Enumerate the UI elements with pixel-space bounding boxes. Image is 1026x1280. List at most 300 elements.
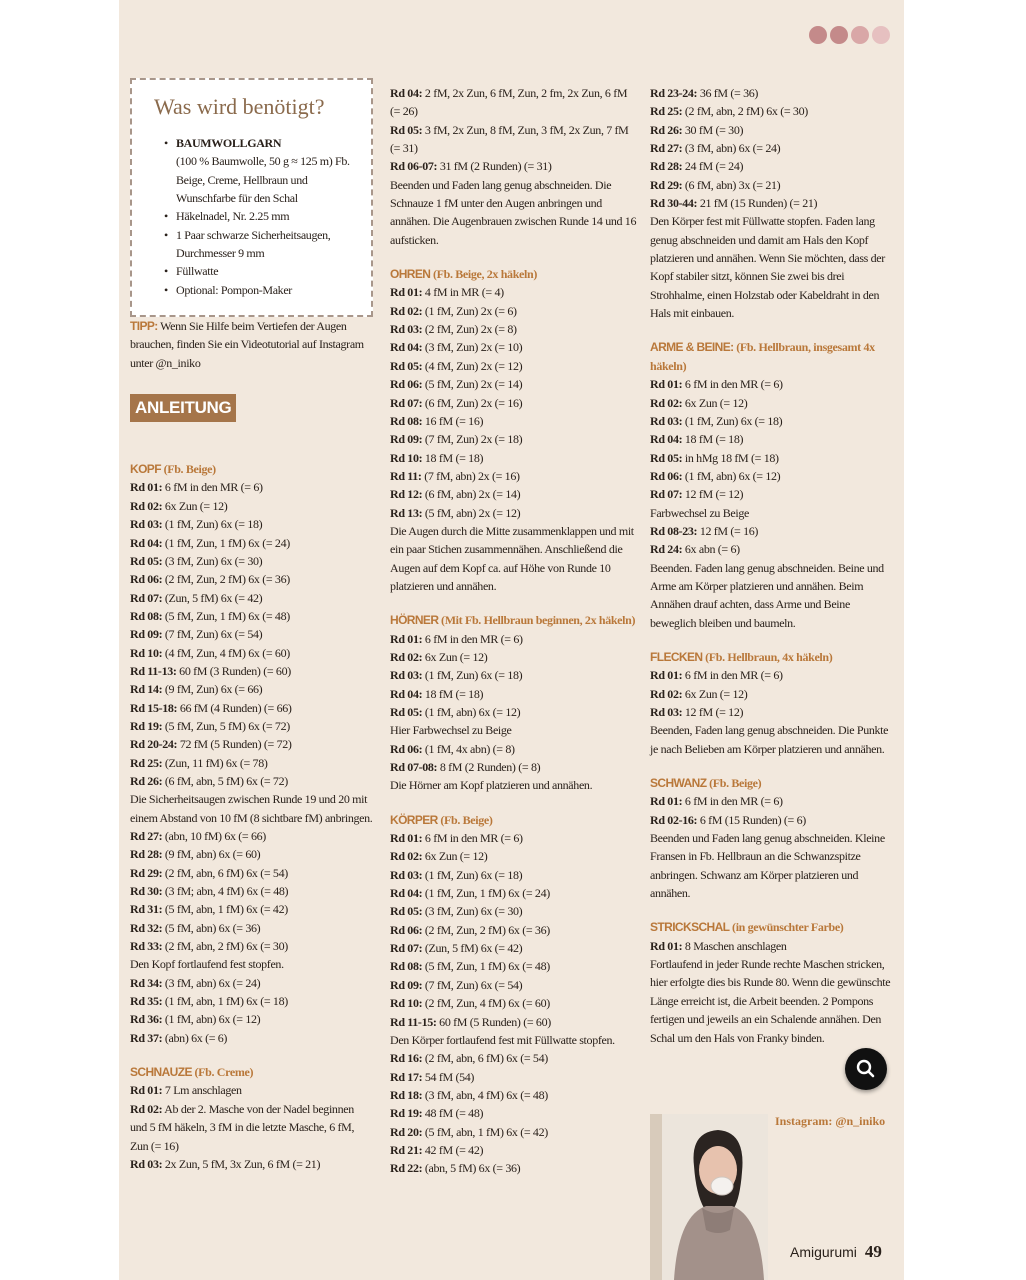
section-heading (650, 648, 895, 666)
col2-sections (390, 84, 638, 1178)
round-text: (1 fM, Zun) 6x (= 18) (162, 517, 263, 532)
round-label: Rd 04: (390, 686, 423, 701)
instruction-line (390, 758, 638, 776)
round-label: Rd 10: (130, 645, 163, 660)
round-label: Rd 29: (650, 177, 683, 192)
instruction-line (390, 1049, 638, 1067)
round-label: Rd 35: (130, 994, 163, 1009)
instruction-line (390, 1104, 638, 1122)
round-text: 6 fM in den MR (= 6) (422, 831, 523, 846)
materials-item-text: Optional: Pompon-Maker (176, 282, 292, 297)
round-text: 6x Zun (= 12) (682, 686, 748, 701)
round-label: Rd 31: (130, 902, 163, 917)
round-label: Rd 02: (650, 395, 683, 410)
round-text: 12 fM (= 12) (682, 487, 744, 502)
round-text: (5 fM, abn) 6x (= 36) (162, 920, 261, 935)
round-text: (1 fM, Zun, 1 fM) 6x (= 24) (422, 886, 550, 901)
round-text: Farbwechsel zu Beige (650, 505, 749, 520)
round-label: Rd 26: (650, 122, 683, 137)
round-text: Fortlaufend in jeder Runde rechte Maschen stricken, hier erfolgte dies bis Runde 80. Wenn die gewünschte Länge erreicht ist, die Arbeit beenden. 2 Pompons fertigen und jeweils an ein Schalende annähen. Den Schal um den Hals von Franky binden. (650, 957, 891, 1045)
instruction-line (650, 666, 895, 684)
round-text: (3 fM, abn) 6x (= 24) (682, 141, 781, 156)
round-label: Rd 22: (390, 1161, 423, 1176)
round-label: Rd 36: (130, 1012, 163, 1027)
instruction-line (130, 845, 373, 863)
instruction-line (130, 1100, 373, 1155)
tip-text (130, 317, 373, 372)
instruction-line (130, 974, 373, 992)
round-label: Rd 03: (650, 705, 683, 719)
round-label: Rd 01: (650, 668, 683, 683)
round-label: Rd 07: (650, 487, 683, 502)
round-label: Rd 07: (390, 941, 423, 956)
instruction-line (390, 320, 638, 338)
instruction-line (650, 139, 895, 157)
round-text: (3 fM; abn, 4 fM) 6x (= 48) (162, 884, 289, 899)
round-label: Rd 11-13: (130, 663, 177, 678)
round-label: Rd 06: (650, 468, 683, 483)
instruction-line (390, 994, 638, 1012)
section-heading (130, 1063, 373, 1081)
materials-item-text: 1 Paar schwarze Sicherheitsaugen, Durchmesser 9 mm (176, 227, 331, 261)
round-text: 54 fM (54) (422, 1069, 475, 1084)
round-text: (3 fM, Zun) 2x (= 10) (422, 340, 523, 355)
round-text: 8 fM (2 Runden) (= 8) (437, 760, 541, 775)
round-label: Rd 16: (390, 1051, 423, 1066)
round-text: 18 fM (= 18) (422, 686, 484, 701)
round-text: 21 fM (15 Runden) (= 21) (697, 196, 818, 211)
instruction-line (130, 882, 373, 900)
round-label: Rd 18: (390, 1087, 423, 1102)
round-text: Ab der 2. Masche von der Nadel beginnen und 5 fM häkeln, 3 fM in die letzte Masche, 6 fM, Zun (= 16) (130, 1101, 355, 1153)
round-label: Rd 03: (130, 1156, 163, 1171)
instruction-line (130, 772, 373, 790)
round-text: 72 fM (5 Runden) (= 72) (177, 737, 292, 752)
section-title: FLECKEN (650, 649, 703, 664)
round-text: (5 fM, Zun) 2x (= 14) (422, 377, 523, 392)
instruction-line (390, 1013, 638, 1031)
round-text: (Zun, 11 fM) 6x (= 78) (162, 755, 268, 770)
instruction-line (390, 157, 638, 175)
round-text: Die Hörner am Kopf platzieren und annähen. (390, 778, 593, 793)
section-heading (390, 265, 638, 283)
round-text: (abn) 6x (= 6) (162, 1030, 228, 1045)
round-label: Rd 03: (390, 867, 423, 882)
round-label: Rd 09: (130, 627, 163, 642)
round-label: Rd 09: (390, 977, 423, 992)
round-text: 30 fM (= 30) (682, 122, 744, 137)
round-label: Rd 34: (130, 975, 163, 990)
section-title: ARME & BEINE: (650, 340, 734, 355)
instruction-line (130, 497, 373, 515)
round-text: (3 fM, Zun) 6x (= 30) (162, 553, 263, 568)
materials-list (152, 134, 359, 299)
col3-sections (650, 84, 895, 1047)
round-text: 2x Zun, 5 fM, 3x Zun, 6 fM (= 21) (162, 1156, 321, 1171)
instruction-line (130, 662, 373, 680)
round-text: (1 fM, abn) 6x (= 12) (422, 705, 521, 719)
round-label: Rd 05: (650, 450, 683, 465)
round-text: (Zun, 5 fM) 6x (= 42) (162, 590, 263, 605)
dot-3 (851, 26, 869, 44)
instruction-line (130, 1081, 373, 1099)
round-label: Rd 21: (390, 1142, 423, 1157)
instruction-line (390, 467, 638, 485)
round-label: Rd 06-07: (390, 159, 438, 174)
instruction-line (130, 589, 373, 607)
section-subtitle: (Fb. Creme) (191, 1065, 254, 1080)
round-text: Beenden. Faden lang genug abschneiden. Beine und Arme am Körper platzieren und annähen. Beim Annähen drauf achten, dass Arme und Beine beweglich bleiben und baumeln. (650, 560, 884, 630)
round-label: Rd 28: (650, 159, 683, 174)
instruction-line (650, 394, 895, 412)
round-text: 18 fM (= 18) (682, 432, 744, 447)
section-subtitle: (Fb. Beige) (437, 812, 493, 827)
round-label: Rd 05: (390, 358, 423, 373)
instruction-line (390, 449, 638, 467)
instruction-line (390, 394, 638, 412)
section-title: SCHNAUZE (130, 1065, 192, 1080)
instruction-line (390, 976, 638, 994)
page-footer (790, 1242, 882, 1262)
instruction-line (390, 630, 638, 648)
round-text: (2 fM, abn, 6 fM) 6x (= 54) (422, 1051, 548, 1066)
instruction-line (390, 412, 638, 430)
instruction-line (390, 1068, 638, 1086)
round-text: Beenden und Faden lang genug abschneiden. Kleine Fransen in Fb. Hellbraun an die Schwanzspitze anbringen. Schwanz am Körper platzieren und annähen. (650, 831, 885, 901)
round-text: (6 fM, Zun) 2x (= 16) (422, 395, 523, 410)
round-text: in hMg 18 fM (= 18) (682, 450, 779, 465)
section-subtitle: (Fb. Hellbraun, 4x häkeln) (702, 649, 833, 664)
round-text: (2 fM, Zun, 2 fM) 6x (= 36) (162, 572, 290, 587)
round-text: (2 fM, Zun, 4 fM) 6x (= 60) (422, 996, 550, 1011)
round-label: Rd 06: (390, 741, 423, 756)
round-text: (2 fM, abn, 6 fM) 6x (= 54) (162, 865, 288, 880)
round-text: (abn, 5 fM) 6x (= 36) (422, 1161, 521, 1176)
round-text: (1 fM, abn, 1 fM) 6x (= 18) (162, 994, 288, 1009)
round-text: 6 fM in den MR (= 6) (682, 377, 783, 392)
instruction-line (130, 1155, 373, 1173)
dot-4 (872, 26, 890, 44)
instruction-line (390, 957, 638, 975)
instruction-line (130, 1029, 373, 1047)
round-text: Den Körper fest mit Füllwatte stopfen. Faden lang genug abschneiden und damit am Hals den Kopf platzieren und annähen. Wenn Sie möchten, dass der Kopf stabiler sitzt, können Sie zwei bis drei Strohhalme, einen Holzstab oder Kabeldraht in den Hals mit einbauen. (650, 214, 885, 321)
materials-item (164, 281, 359, 299)
round-text: (1 fM, abn) 6x (= 12) (682, 468, 781, 483)
instruction-line (130, 992, 373, 1010)
instruction-line (390, 740, 638, 758)
round-label: Rd 10: (390, 996, 423, 1011)
instruction-line (390, 357, 638, 375)
instruction-line (130, 900, 373, 918)
round-text: (5 fM, abn, 1 fM) 6x (= 42) (422, 1124, 548, 1139)
round-text: Den Körper fortlaufend fest mit Füllwatte stopfen. (390, 1032, 615, 1047)
round-label: Rd 27: (130, 829, 163, 843)
round-label: Rd 14: (130, 682, 163, 697)
round-text: 6x Zun (= 12) (422, 649, 488, 664)
round-text: (3 fM, Zun) 6x (= 30) (422, 904, 523, 919)
instruction-line (650, 430, 895, 448)
page-number: 49 (864, 1242, 882, 1261)
instruction-line (650, 829, 895, 902)
instruction-line (650, 811, 895, 829)
round-text: 3 fM, 2x Zun, 8 fM, Zun, 3 fM, 2x Zun, 7 fM (= 31) (390, 122, 629, 156)
round-text: 6x abn (= 6) (682, 542, 740, 557)
round-label: Rd 04: (650, 432, 683, 447)
round-label: Rd 20: (390, 1124, 423, 1139)
round-label: Rd 04: (390, 86, 423, 100)
materials-title: Was wird benötigt? (154, 94, 325, 119)
round-text: 6 fM in den MR (= 6) (422, 631, 523, 646)
instruction-line (390, 1031, 638, 1049)
column-1 (130, 84, 373, 1173)
round-label: Rd 04: (130, 535, 163, 550)
round-text: 2 fM, 2x Zun, 6 fM, Zun, 2 fm, 2x Zun, 6 fM (= 26) (390, 86, 628, 119)
section-subtitle: (Fb. Beige) (706, 776, 762, 791)
instruction-line (130, 552, 373, 570)
round-text: 8 Maschen anschlagen (682, 938, 787, 953)
instruction-line (650, 485, 895, 503)
round-label: Rd 07: (390, 395, 423, 410)
round-text: 60 fM (5 Runden) (= 60) (436, 1014, 551, 1029)
instruction-line (650, 412, 895, 430)
author-photo-image (650, 1114, 768, 1280)
instruction-line (390, 84, 638, 121)
round-label: Rd 06: (390, 377, 423, 392)
tip-label: TIPP: (130, 319, 158, 334)
instruction-line (390, 847, 638, 865)
section-subtitle: (in gewünschter Farbe) (729, 920, 844, 935)
materials-item-text: (100 % Baumwolle, 50 g ≈ 125 m) Fb. Beige, Creme, Hellbraun und Wunschfarbe für den Schal (176, 154, 350, 206)
section-title: KOPF (130, 462, 161, 477)
round-label: Rd 08: (390, 959, 423, 974)
column-3 (650, 84, 895, 1047)
instruction-section (390, 265, 638, 595)
instruction-line (390, 648, 638, 666)
dot-2 (830, 26, 848, 44)
round-text: 36 fM (= 36) (697, 86, 759, 100)
round-label: Rd 33: (130, 939, 163, 954)
instruction-line (650, 467, 895, 485)
instruction-line (390, 921, 638, 939)
round-label: Rd 08: (130, 608, 163, 623)
instruction-line (130, 644, 373, 662)
round-label: Rd 01: (130, 1083, 163, 1098)
instruction-section (130, 1063, 373, 1173)
round-label: Rd 30: (130, 884, 163, 899)
section-title: OHREN (390, 267, 431, 282)
round-label: Rd 32: (130, 920, 163, 935)
instruction-line (390, 1123, 638, 1141)
instruction-line (390, 703, 638, 721)
instruction-line (130, 534, 373, 552)
round-text: 12 fM (= 16) (697, 523, 759, 538)
materials-item (164, 226, 359, 263)
round-text: (2 fM, Zun) 2x (= 8) (422, 322, 517, 337)
round-text: (9 fM, abn) 6x (= 60) (162, 847, 261, 862)
round-label: Rd 01: (130, 480, 163, 495)
round-text: 48 fM (= 48) (422, 1106, 484, 1121)
round-label: Rd 09: (390, 432, 423, 447)
round-text: (2 fM, abn, 2 fM) 6x (= 30) (682, 104, 808, 119)
section-heading (390, 611, 638, 629)
magazine-name: Amigurumi (790, 1244, 857, 1260)
round-label: Rd 28: (130, 847, 163, 862)
instruction-line (390, 121, 638, 158)
instruction-line (650, 212, 895, 322)
section-title: HÖRNER (390, 613, 439, 628)
instruction-line (130, 625, 373, 643)
round-text: (7 fM, Zun) 6x (= 54) (162, 627, 263, 642)
instruction-line (390, 866, 638, 884)
materials-item-text: Füllwatte (176, 264, 219, 279)
magazine-page (119, 0, 904, 1280)
round-text: (Zun, 5 fM) 6x (= 42) (422, 941, 523, 956)
round-text: 6x Zun (= 12) (422, 849, 488, 864)
round-label: Rd 08-23: (650, 523, 698, 538)
round-label: Rd 15-18: (130, 700, 178, 715)
round-text: (5 fM, abn) 2x (= 12) (422, 505, 521, 520)
round-label: Rd 02: (650, 686, 683, 701)
round-text: 18 fM (= 18) (422, 450, 484, 465)
round-label: Rd 05: (390, 705, 423, 719)
round-text: 24 fM (= 24) (682, 159, 744, 174)
instruction-line (390, 504, 638, 522)
dot-1 (809, 26, 827, 44)
instruction-line (650, 540, 895, 558)
instruction-line (130, 937, 373, 955)
instruction-line (390, 338, 638, 356)
instruction-section (650, 648, 895, 758)
instruction-line (130, 570, 373, 588)
materials-item (164, 262, 359, 280)
round-label: Rd 25: (650, 104, 683, 119)
instruction-line (650, 522, 895, 540)
round-label: Rd 11: (390, 468, 422, 483)
round-text: (1 fM, 4x abn) (= 8) (422, 741, 515, 756)
round-text: Hier Farbwechsel zu Beige (390, 723, 512, 738)
instruction-line (650, 504, 895, 522)
page-decoration-dots (809, 26, 890, 44)
round-text: (7 fM, abn) 2x (= 16) (421, 468, 520, 483)
round-label: Rd 03: (390, 322, 423, 337)
round-text: 6 fM in den MR (= 6) (682, 668, 783, 683)
round-label: Rd 10: (390, 450, 423, 465)
round-text: (1 fM, Zun, 1 fM) 6x (= 24) (162, 535, 290, 550)
round-text: (5 fM, Zun, 5 fM) 6x (= 72) (162, 718, 290, 733)
round-text: (6 fM, abn, 5 fM) 6x (= 72) (162, 773, 288, 788)
instruction-line (650, 721, 895, 758)
instruction-line (130, 607, 373, 625)
round-label: Rd 01: (390, 831, 423, 846)
materials-box (130, 78, 373, 317)
instruction-line (390, 939, 638, 957)
round-label: Rd 05: (390, 122, 423, 137)
instruction-line (130, 699, 373, 717)
materials-item-text: Häkelnadel, Nr. 2.25 mm (176, 209, 290, 224)
round-text: Die Augen durch die Mitte zusammenklappen und mit ein paar Stichen zusammennähen. Anschließend die Augen auf dem Kopf ca. auf Höhe von Runde 10 platzieren und annähen. (390, 523, 634, 593)
round-label: Rd 25: (130, 755, 163, 770)
instruction-section (390, 811, 638, 1178)
instruction-line (130, 955, 373, 973)
instruction-line (650, 102, 895, 120)
section-subtitle: (Fb. Beige) (160, 462, 216, 477)
instruction-line (130, 790, 373, 827)
round-label: Rd 30-44: (650, 196, 698, 211)
round-label: Rd 05: (130, 553, 163, 568)
magnifier-icon (845, 1048, 887, 1090)
round-text: (6 fM, abn) 2x (= 14) (422, 487, 521, 502)
round-text: 31 fM (2 Runden) (= 31) (437, 159, 552, 174)
instruction-line (130, 735, 373, 753)
column-2 (390, 84, 638, 1178)
round-label: Rd 02: (390, 303, 423, 318)
round-label: Rd 19: (390, 1106, 423, 1121)
round-label: Rd 03: (390, 668, 423, 683)
instruction-line (390, 721, 638, 739)
round-label: Rd 02: (390, 649, 423, 664)
round-text: (5 fM, abn, 1 fM) 6x (= 42) (162, 902, 288, 917)
instruction-section (130, 460, 373, 1047)
round-label: Rd 11-15: (390, 1014, 437, 1029)
round-label: Rd 01: (650, 377, 683, 392)
instruction-line (130, 1010, 373, 1028)
round-text: 6x Zun (= 12) (162, 498, 228, 513)
instruction-line (390, 485, 638, 503)
round-label: Rd 01: (650, 794, 683, 809)
instruction-line (650, 194, 895, 212)
instruction-section (650, 774, 895, 902)
instruction-line (390, 1141, 638, 1159)
instruction-line (390, 1086, 638, 1104)
round-label: Rd 12: (390, 487, 423, 502)
section-title: SCHWANZ (650, 776, 707, 791)
instruction-line (650, 955, 895, 1047)
round-text: 66 fM (4 Runden) (= 66) (177, 700, 292, 715)
zoom-search-button[interactable] (845, 1048, 887, 1090)
round-label: Rd 27: (650, 141, 683, 156)
round-text: (2 fM, abn, 2 fM) 6x (= 30) (162, 939, 288, 954)
round-label: Rd 02: (390, 849, 423, 864)
anleitung-badge: ANLEITUNG (130, 394, 236, 422)
round-text: 6 fM in den MR (= 6) (162, 480, 263, 495)
round-text: (1 fM, Zun) 6x (= 18) (682, 413, 783, 428)
round-label: Rd 37: (130, 1030, 163, 1045)
materials-item (164, 207, 359, 225)
section-subtitle: (Mit Fb. Hellbraun beginnen, 2x häkeln) (438, 613, 636, 628)
instruction-line (650, 792, 895, 810)
round-label: Rd 01: (390, 631, 423, 646)
section-title: KÖRPER (390, 812, 438, 827)
instruction-line (650, 559, 895, 632)
instruction-line (130, 478, 373, 496)
instruction-line (130, 680, 373, 698)
instagram-handle[interactable]: Instagram: @n_iniko (775, 1114, 886, 1128)
section-title: STRICKSCHAL (650, 920, 730, 935)
round-text: (6 fM, abn) 3x (= 21) (682, 177, 781, 192)
instruction-line (130, 754, 373, 772)
instruction-line (390, 884, 638, 902)
instruction-line (130, 515, 373, 533)
instruction-line (650, 176, 895, 194)
round-label: Rd 02-16: (650, 812, 698, 827)
instruction-line (390, 522, 638, 595)
instruction-line (130, 827, 373, 845)
round-text: 12 fM (= 12) (682, 705, 744, 719)
instruction-line (130, 919, 373, 937)
round-text: (3 fM, abn, 4 fM) 6x (= 48) (422, 1087, 548, 1102)
round-text: 7 Lm anschlagen (162, 1083, 242, 1098)
round-label: Rd 04: (390, 340, 423, 355)
